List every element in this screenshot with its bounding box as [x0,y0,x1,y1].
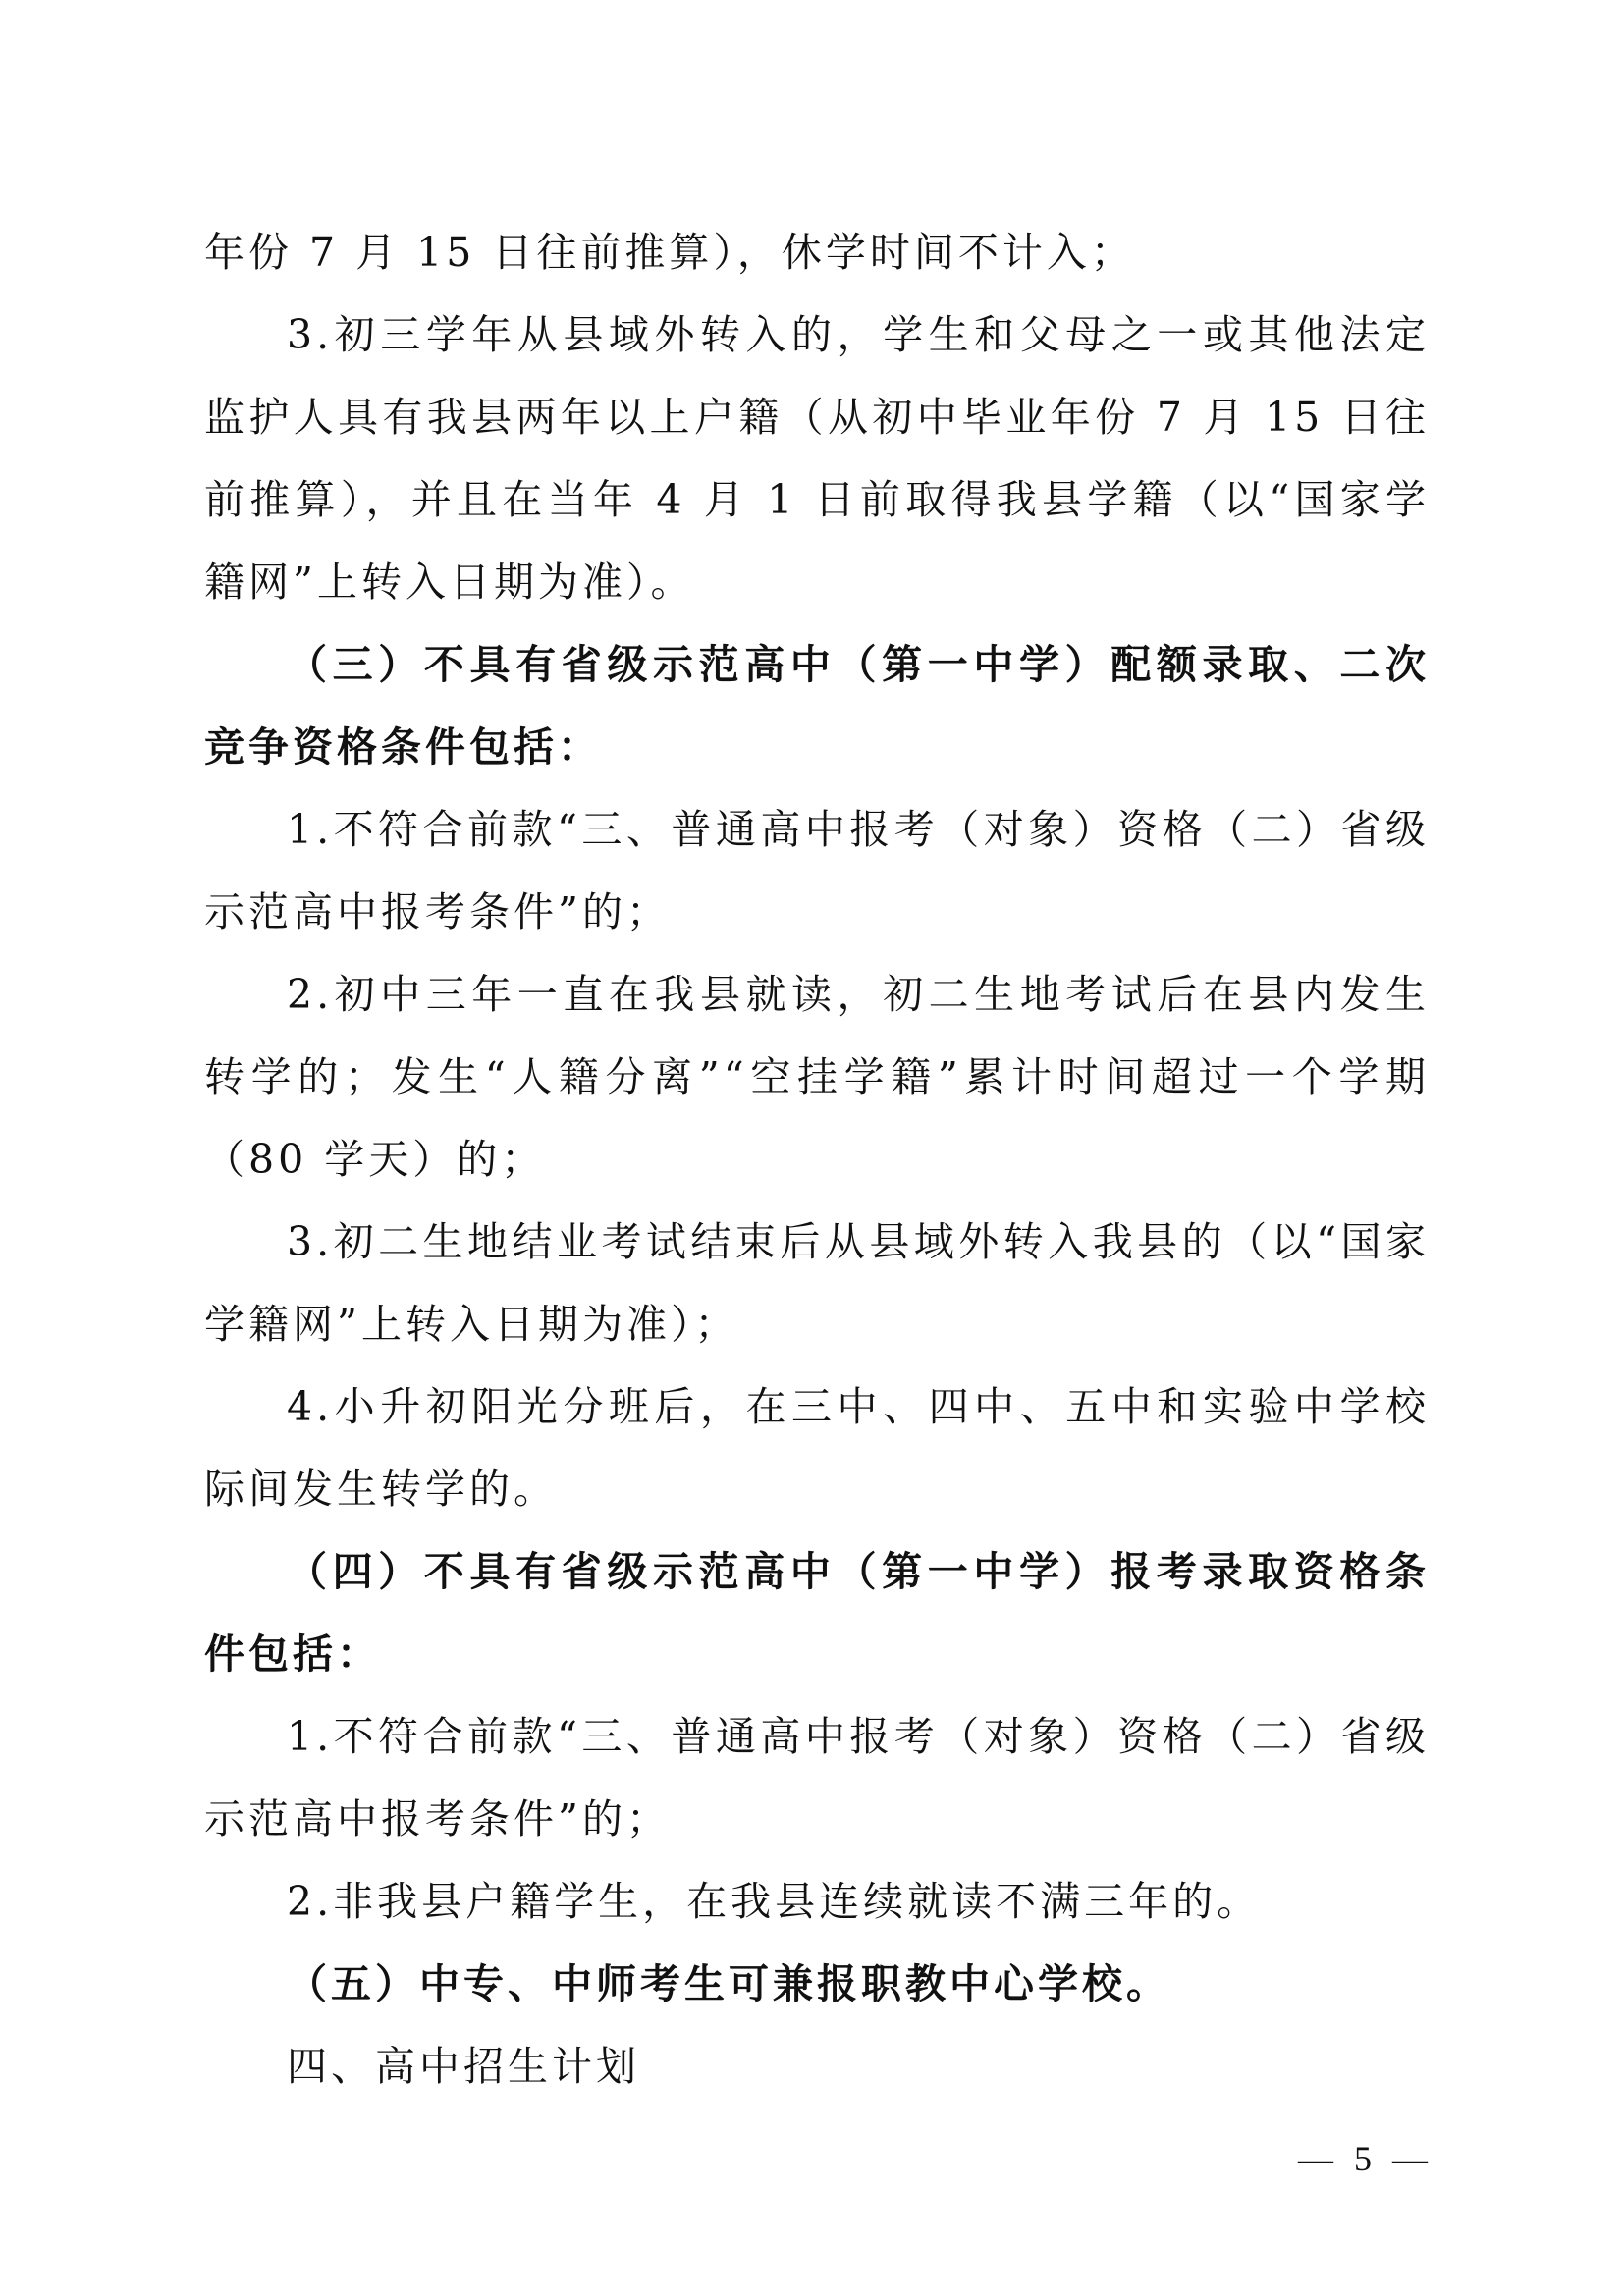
heading-section-3: （三）不具有省级示范高中（第一中学）配额录取、二次竞争资格条件包括： [204,641,1430,771]
paragraph-continuation: 年份 7 月 15 日往前推算），休学时间不计入； [204,229,1135,276]
paragraph-item-1: 1.不符合前款“三、普通高中报考（对象）资格（二）省级示范高中报考条件”的； [204,806,1430,935]
paragraph-item-3: 3.初二生地结业考试结束后从县域外转入我县的（以“国家学籍网”上转入日期为准）； [204,1218,1430,1348]
page-number: — 5 — [1298,2139,1434,2178]
paragraph-item-3-transfer: 3.初三学年从县域外转入的，学生和父母之一或其他法定监护人具有我县两年以上户籍（从初中毕业年份 7 月 15 日往前推算），并且在当年 4 月 1 日前取得我县学籍（以“国家学籍网”上转入日期为准）。 [204,311,1430,606]
heading-section-5: （五）中专、中师考生可兼报职教中心学校。 [287,1960,1170,2007]
paragraph-item-4: 4.小升初阳光分班后，在三中、四中、五中和实验中学校际间发生转学的。 [204,1383,1430,1513]
paragraph-item-2b: 2.非我县户籍学生，在我县连续就读不满三年的。 [287,1878,1262,1925]
section-title-admission-plan: 四、高中招生计划 [287,2043,640,2090]
paragraph-item-1b: 1.不符合前款“三、普通高中报考（对象）资格（二）省级示范高中报考条件”的； [204,1713,1430,1842]
document-body [204,211,1430,2108]
heading-section-4: （四）不具有省级示范高中（第一中学）报考录取资格条件包括： [204,1548,1430,1678]
paragraph-item-2: 2.初中三年一直在我县就读，初二生地考试后在县内发生转学的；发生“人籍分离”“空挂学籍”累计时间超过一个学期（80 学天）的； [204,971,1430,1183]
